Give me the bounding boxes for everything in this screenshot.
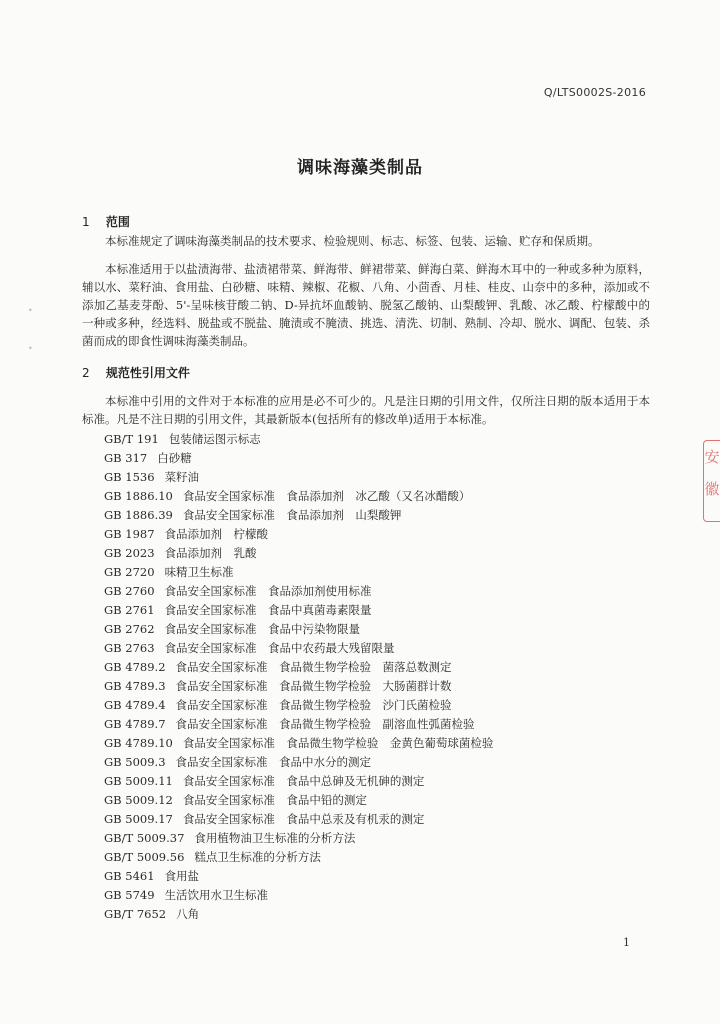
reference-code: GB 5461 xyxy=(104,869,155,883)
reference-item xyxy=(104,867,493,886)
section-number: 2 xyxy=(82,366,90,380)
reference-title: 菜籽油 xyxy=(164,470,200,484)
references-intro-paragraph: 本标准中引用的文件对于本标准的应用是必不可少的。凡是注日期的引用文件，仅所注日期的版本适用于本标准。凡是不注日期的引用文件，其最新版本(包括所有的修改单)适用于本标准。 xyxy=(82,394,650,426)
section-title: 规范性引用文件 xyxy=(105,366,190,380)
reference-code: GB 5009.3 xyxy=(104,755,166,769)
reference-item xyxy=(104,791,493,810)
reference-code: GB 2762 xyxy=(104,622,155,636)
reference-title: 食用盐 xyxy=(164,869,200,883)
reference-item xyxy=(104,487,493,506)
normative-references-list xyxy=(104,430,493,924)
reference-item xyxy=(104,848,493,867)
document-code: Q/LTS0002S-2016 xyxy=(543,86,646,99)
reference-code: GB 1536 xyxy=(104,470,155,484)
reference-code: GB 5009.12 xyxy=(104,793,173,807)
reference-title: 食品添加剂 乳酸 xyxy=(164,546,257,560)
reference-code: GB 5009.11 xyxy=(104,774,173,788)
reference-code: GB 4789.4 xyxy=(104,698,166,712)
reference-title: 食品添加剂 柠檬酸 xyxy=(164,527,269,541)
reference-item xyxy=(104,905,493,924)
reference-code: GB 2720 xyxy=(104,565,155,579)
reference-item xyxy=(104,810,493,829)
reference-code: GB 5009.17 xyxy=(104,812,173,826)
reference-title: 八角 xyxy=(176,907,200,921)
section-number: 1 xyxy=(82,215,90,229)
reference-item xyxy=(104,772,493,791)
scope-paragraph-1: 本标准规定了调味海藻类制品的技术要求、检验规则、标志、标签、包装、运输、贮存和保质期。 xyxy=(105,234,600,248)
reference-title: 食品安全国家标准 食品中铅的测定 xyxy=(182,793,367,807)
reference-title: 味精卫生标准 xyxy=(164,565,234,579)
reference-title: 食品安全国家标准 食品微生物学检验 沙门氏菌检验 xyxy=(175,698,452,712)
margin-dot-mark: • xyxy=(28,344,33,353)
reference-title: 白砂糖 xyxy=(157,451,192,465)
reference-title: 生活饮用水卫生标准 xyxy=(164,888,269,902)
reference-code: GB 2760 xyxy=(104,584,155,598)
reference-title: 食品安全国家标准 食品中农药最大残留限量 xyxy=(164,641,395,655)
reference-code: GB 2761 xyxy=(104,603,155,617)
reference-code: GB 1886.39 xyxy=(104,508,173,522)
reference-item xyxy=(104,506,493,525)
reference-item xyxy=(104,468,493,487)
reference-code: GB 2023 xyxy=(104,546,155,560)
reference-item xyxy=(104,715,493,734)
reference-title: 食用植物油卫生标准的分析方法 xyxy=(194,831,356,845)
reference-code: GB/T 191 xyxy=(104,432,159,446)
reference-code: GB 2763 xyxy=(104,641,155,655)
page-number: 1 xyxy=(623,936,630,949)
reference-item xyxy=(104,563,493,582)
reference-code: GB 5749 xyxy=(104,888,155,902)
reference-code: GB 4789.10 xyxy=(104,736,173,750)
reference-item xyxy=(104,696,493,715)
scope-paragraph-2: 本标准适用于以盐渍海带、盐渍裙带菜、鲜海带、鲜裙带菜、鲜海白菜、鲜海木耳中的一种或多种为原料，辅以水、菜籽油、食用盐、白砂糖、味精、辣椒、花椒、八角、小茴香、月桂、桂皮、山奈中的多种，添加或不添加乙基麦芽酚、5'-呈味核苷酸二钠、D-异抗坏血酸钠、脱氢乙酸钠、山梨酸钾、乳酸、冰乙酸、柠檬酸中的一种或多种，经选料、脱盐或不脱盐、腌渍或不腌渍、挑选、清洗、切制、熟制、冷却、脱水、调配、包装、杀菌而成的即食性调味海藻类制品。 xyxy=(82,262,650,348)
reference-title: 包装储运图示标志 xyxy=(168,432,261,446)
reference-code: GB/T 5009.56 xyxy=(104,850,185,864)
reference-item xyxy=(104,753,493,772)
reference-title: 食品安全国家标准 食品中总砷及无机砷的测定 xyxy=(182,774,425,788)
reference-code: GB/T 7652 xyxy=(104,907,167,921)
reference-item xyxy=(104,886,493,905)
reference-title: 食品安全国家标准 食品中污染物限量 xyxy=(164,622,361,636)
reference-item xyxy=(104,829,493,848)
reference-title: 食品安全国家标准 食品添加剂 冰乙酸（又名冰醋酸） xyxy=(182,489,471,503)
reference-item xyxy=(104,620,493,639)
reference-code: GB 4789.3 xyxy=(104,679,166,693)
reference-item xyxy=(104,658,493,677)
red-seal-stamp: 安徽 xyxy=(703,440,720,522)
reference-item xyxy=(104,639,493,658)
reference-title: 食品安全国家标准 食品微生物学检验 副溶血性弧菌检验 xyxy=(175,717,475,731)
reference-title: 食品安全国家标准 食品微生物学检验 金黄色葡萄球菌检验 xyxy=(182,736,494,750)
reference-item xyxy=(104,449,493,468)
reference-title: 食品安全国家标准 食品微生物学检验 大肠菌群计数 xyxy=(175,679,452,693)
reference-code: GB 4789.2 xyxy=(104,660,166,674)
reference-title: 食品安全国家标准 食品添加剂 山梨酸钾 xyxy=(182,508,402,522)
reference-item xyxy=(104,544,493,563)
reference-code: GB 1987 xyxy=(104,527,155,541)
reference-title: 食品安全国家标准 食品微生物学检验 菌落总数测定 xyxy=(175,660,452,674)
section-1-heading xyxy=(82,213,130,230)
document-title: 调味海藻类制品 xyxy=(297,158,423,178)
reference-title: 食品安全国家标准 食品中真菌毒素限量 xyxy=(164,603,372,617)
reference-item xyxy=(104,430,493,449)
reference-item xyxy=(104,734,493,753)
reference-title: 食品安全国家标准 食品中总汞及有机汞的测定 xyxy=(182,812,425,826)
section-title: 范围 xyxy=(105,215,130,229)
reference-code: GB 1886.10 xyxy=(104,489,173,503)
reference-code: GB/T 5009.37 xyxy=(104,831,185,845)
reference-item xyxy=(104,582,493,601)
reference-code: GB 4789.7 xyxy=(104,717,166,731)
reference-title: 食品安全国家标准 食品添加剂使用标准 xyxy=(164,584,372,598)
reference-item xyxy=(104,677,493,696)
section-2-heading xyxy=(82,364,190,381)
reference-title: 糕点卫生标准的分析方法 xyxy=(194,850,321,864)
margin-dot-mark: • xyxy=(28,306,33,315)
reference-code: GB 317 xyxy=(104,451,148,465)
reference-item xyxy=(104,525,493,544)
reference-title: 食品安全国家标准 食品中水分的测定 xyxy=(175,755,372,769)
reference-item xyxy=(104,601,493,620)
